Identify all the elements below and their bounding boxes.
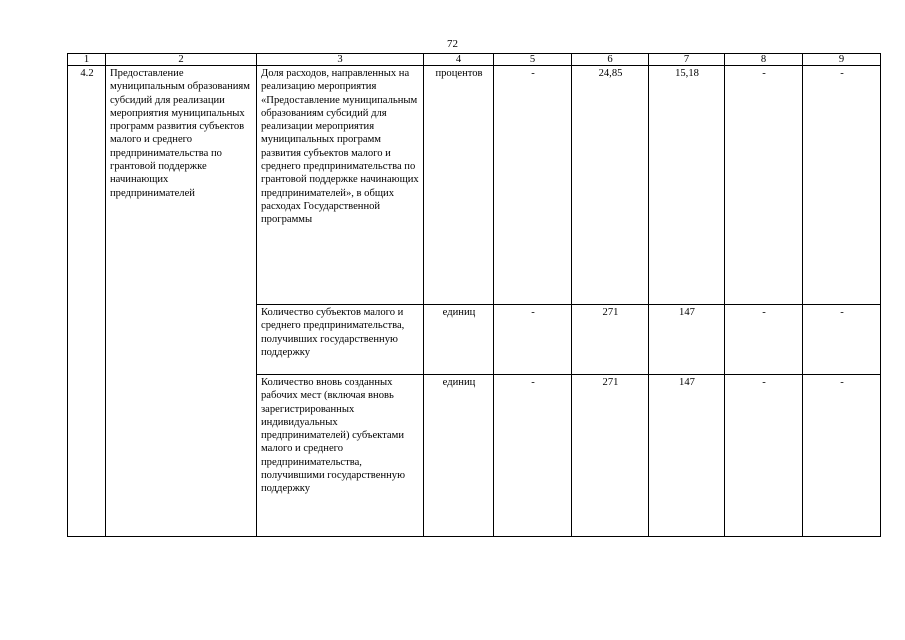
row-number-cell: 4.2 <box>68 66 106 537</box>
indicator-name-cell: Количество субъектов малого и среднего предпринимательства, получивших государственную поддержку <box>257 305 424 375</box>
value-cell: - <box>803 305 881 375</box>
value-cell: - <box>494 375 572 537</box>
event-name-cell: Предоставление муниципальным образованиям субсидий для реализации мероприятия муниципальных программ развития субъектов малого и среднего предпринимательства по грантовой поддержке начинающих предпринимателей <box>106 66 257 537</box>
column-number-cell: 9 <box>803 54 881 66</box>
column-number-cell: 3 <box>257 54 424 66</box>
column-number-cell: 1 <box>68 54 106 66</box>
unit-cell: единиц <box>424 305 494 375</box>
value-cell: - <box>725 375 803 537</box>
column-number-cell: 2 <box>106 54 257 66</box>
column-number-cell: 7 <box>649 54 725 66</box>
table-row <box>68 66 881 305</box>
page-number: 72 <box>447 38 458 50</box>
value-cell: - <box>725 66 803 305</box>
indicator-name-cell: Количество вновь созданных рабочих мест (включая вновь зарегистрированных индивидуальных предпринимателей) субъектами малого и среднего предпринимательства, получившими государственную поддержку <box>257 375 424 537</box>
indicator-name-cell: Доля расходов, направленных на реализацию мероприятия «Предоставление муниципальным образованиям субсидий для реализации мероприятия муниципальных программ развития субъектов малого и среднего предпринимательства по грантовой поддержке начинающих предпринимателей», в общих расходах Государственной программы <box>257 66 424 305</box>
column-number-cell: 4 <box>424 54 494 66</box>
column-number-cell: 8 <box>725 54 803 66</box>
value-cell: - <box>803 375 881 537</box>
value-cell: - <box>725 305 803 375</box>
value-cell: - <box>494 66 572 305</box>
value-cell: 147 <box>649 375 725 537</box>
unit-cell: единиц <box>424 375 494 537</box>
value-cell: - <box>803 66 881 305</box>
column-number-cell: 5 <box>494 54 572 66</box>
value-cell: 147 <box>649 305 725 375</box>
value-cell: 24,85 <box>572 66 649 305</box>
value-cell: 15,18 <box>649 66 725 305</box>
value-cell: 271 <box>572 305 649 375</box>
column-number-row <box>68 54 881 66</box>
unit-cell: процентов <box>424 66 494 305</box>
indicators-table <box>67 53 881 537</box>
value-cell: - <box>494 305 572 375</box>
column-number-cell: 6 <box>572 54 649 66</box>
value-cell: 271 <box>572 375 649 537</box>
